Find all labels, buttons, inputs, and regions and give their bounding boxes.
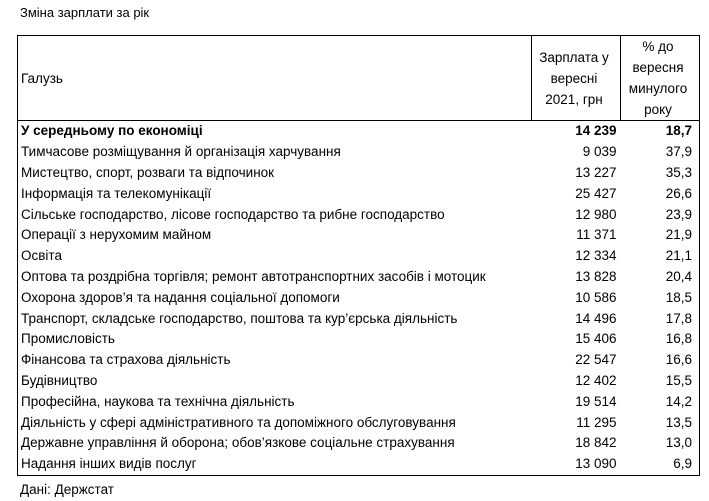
cell-change: 16,6 xyxy=(621,350,700,371)
table-row xyxy=(18,454,700,475)
table-body xyxy=(18,121,700,476)
cell-salary: 14 239 xyxy=(575,123,617,139)
cell-industry: У середньому по економіці xyxy=(18,121,532,142)
table-header-row xyxy=(18,36,700,121)
cell-industry: Державне управління й оборона; обов’язкове соціальне страхування xyxy=(18,433,532,454)
cell-industry: Транспорт, складське господарство, поштова та кур’єрська діяльність xyxy=(18,308,532,329)
table-row xyxy=(18,267,700,288)
cell-industry: Інформація та телекомунікації xyxy=(18,183,532,204)
cell-change: 13,5 xyxy=(621,412,700,433)
cell-industry: Освіта xyxy=(18,246,532,267)
cell-change: 37,9 xyxy=(621,142,700,163)
cell-industry: Тимчасове розміщування й організація харчування xyxy=(18,142,532,163)
cell-industry: Фінансова та страхова діяльність xyxy=(18,350,532,371)
header-salary: Зарплата у вересні 2021, грн xyxy=(532,36,621,121)
cell-change: 26,6 xyxy=(621,183,700,204)
cell-change: 13,0 xyxy=(621,433,700,454)
cell-change: 18,5 xyxy=(621,287,700,308)
cell-industry: Надання інших видів послуг xyxy=(18,454,532,475)
cell-salary: 12 402 xyxy=(575,372,617,388)
cell-salary: 12 334 xyxy=(575,248,617,264)
table-row xyxy=(18,121,700,142)
cell-industry: Операції з нерухомим майном xyxy=(18,225,532,246)
cell-industry: Промисловість xyxy=(18,329,532,350)
table-row xyxy=(18,371,700,392)
cell-salary: 15 406 xyxy=(575,331,617,347)
cell-salary: 12 980 xyxy=(575,206,617,222)
table-row xyxy=(18,163,700,184)
table-row xyxy=(18,412,700,433)
cell-industry: Будівництво xyxy=(18,371,532,392)
cell-salary: 19 514 xyxy=(575,393,617,409)
cell-change: 15,5 xyxy=(621,371,700,392)
cell-change: 35,3 xyxy=(621,163,700,184)
table-row xyxy=(18,350,700,371)
cell-change: 16,8 xyxy=(621,329,700,350)
table-row xyxy=(18,183,700,204)
cell-industry: Охорона здоров’я та надання соціальної допомоги xyxy=(18,287,532,308)
table-row xyxy=(18,391,700,412)
header-change: % до вересня минулого року xyxy=(621,36,700,121)
table-row xyxy=(18,246,700,267)
cell-industry: Сільське господарство, лісове господарство та рибне господарство xyxy=(18,204,532,225)
table-caption: Зміна зарплати за рік xyxy=(20,5,150,20)
cell-change: 18,7 xyxy=(621,121,700,142)
cell-industry: Професійна, наукова та технічна діяльність xyxy=(18,391,532,412)
cell-salary: 13 828 xyxy=(575,268,617,284)
cell-change: 14,2 xyxy=(621,391,700,412)
cell-salary: 9 039 xyxy=(582,144,617,160)
cell-change: 21,1 xyxy=(621,246,700,267)
source-note: Дані: Держстат xyxy=(20,482,114,497)
cell-salary: 10 586 xyxy=(575,289,617,305)
cell-industry: Діяльність у сфері адміністративного та допоміжного обслуговування xyxy=(18,412,532,433)
cell-industry: Мистецтво, спорт, розваги та відпочинок xyxy=(18,163,532,184)
cell-salary: 22 547 xyxy=(575,352,617,368)
cell-change: 20,4 xyxy=(621,267,700,288)
cell-salary: 14 496 xyxy=(575,310,617,326)
cell-industry: Оптова та роздрібна торгівля; ремонт автотранспортних засобів і мотоцик xyxy=(18,267,532,288)
table-row xyxy=(18,142,700,163)
table-row xyxy=(18,204,700,225)
header-industry: Галузь xyxy=(18,36,532,121)
table-row xyxy=(18,308,700,329)
cell-salary: 18 842 xyxy=(575,435,617,451)
cell-salary: 13 227 xyxy=(575,164,617,180)
table-row xyxy=(18,433,700,454)
cell-salary: 25 427 xyxy=(575,185,617,201)
cell-change: 6,9 xyxy=(621,454,700,475)
table-row xyxy=(18,287,700,308)
cell-salary: 13 090 xyxy=(532,454,621,475)
cell-salary: 11 295 xyxy=(576,414,617,430)
salary-table xyxy=(17,35,700,476)
cell-change: 17,8 xyxy=(621,308,700,329)
table-row xyxy=(18,329,700,350)
table-row xyxy=(18,225,700,246)
cell-change: 23,9 xyxy=(621,204,700,225)
cell-salary: 11 371 xyxy=(576,227,617,243)
cell-change: 21,9 xyxy=(621,225,700,246)
